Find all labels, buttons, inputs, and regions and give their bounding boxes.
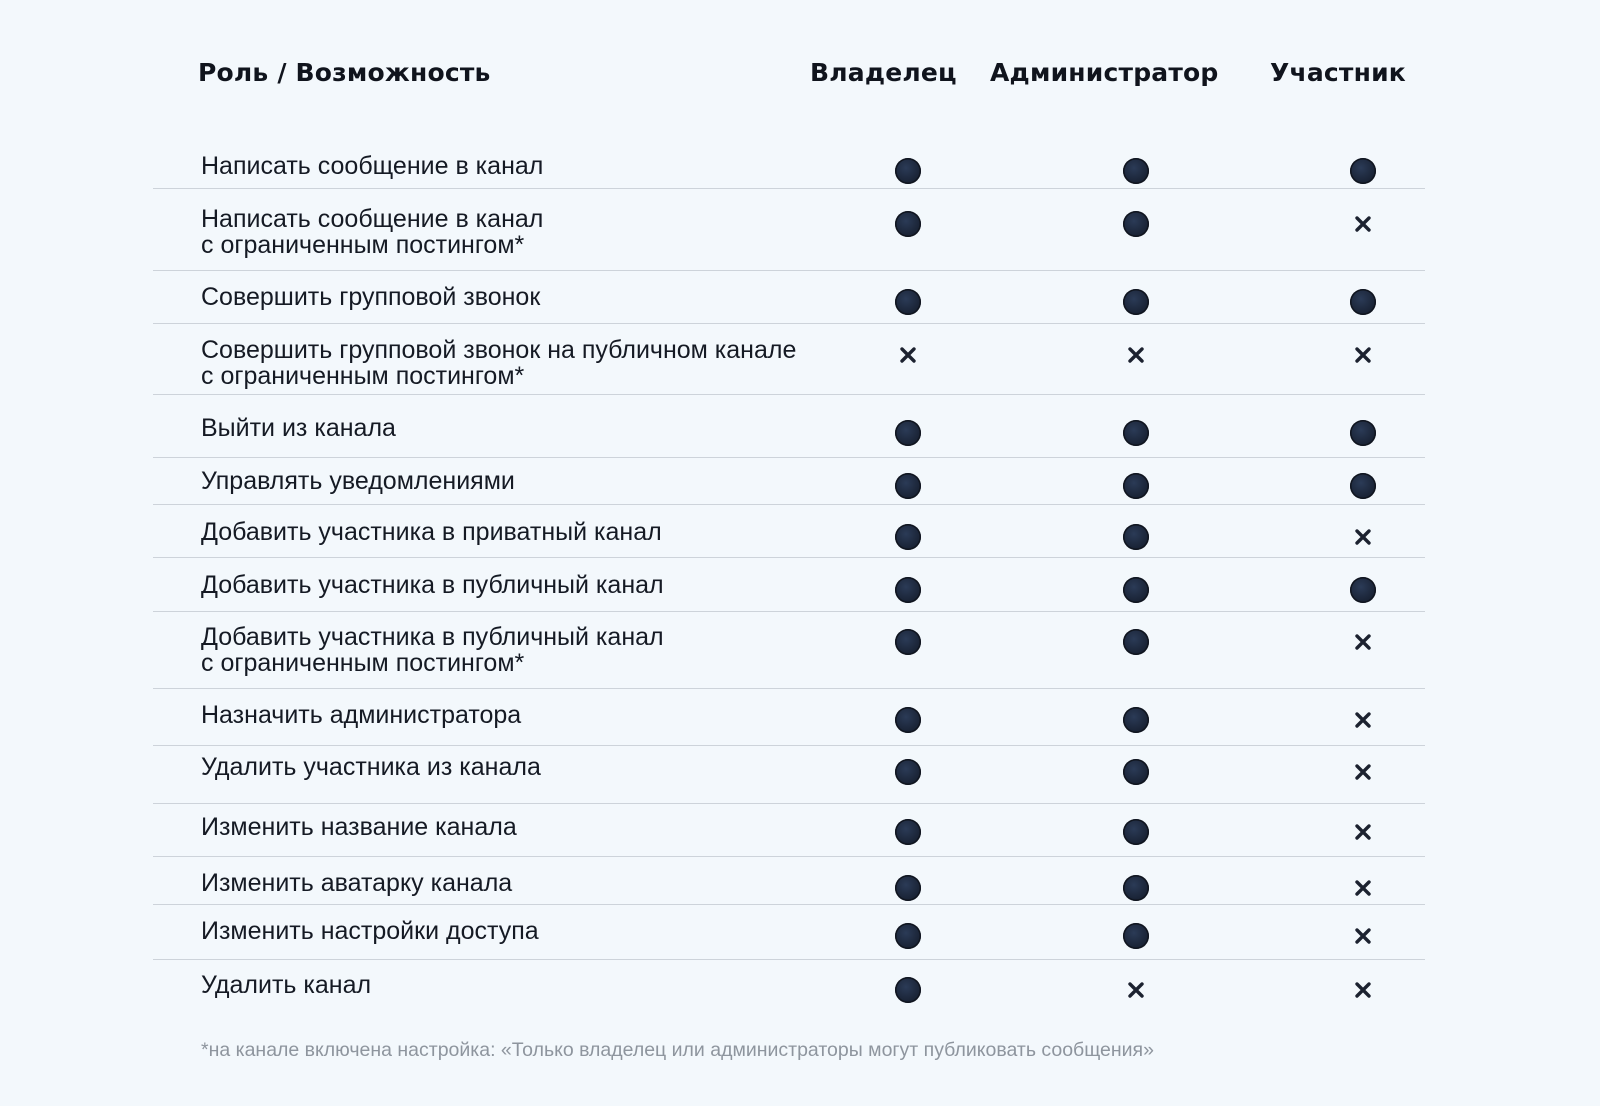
row-divider	[153, 188, 1425, 189]
capability-label	[201, 814, 517, 840]
member-denied-cross-icon	[1349, 523, 1377, 551]
capability-label-line: Добавить участника в публичный канал	[201, 571, 664, 599]
header-owner: Владелец	[810, 58, 957, 87]
admin-denied-cross-icon	[1122, 976, 1150, 1004]
member-denied-cross-icon	[1349, 758, 1377, 786]
row-divider	[153, 394, 1425, 395]
admin-allowed-dot-icon	[1122, 874, 1150, 902]
capability-label-line: Выйти из канала	[201, 414, 396, 442]
filled-dot-icon	[895, 420, 921, 446]
capability-label-line: с ограниченным постингом*	[201, 231, 525, 259]
filled-dot-icon	[895, 629, 921, 655]
table-row	[153, 331, 1425, 395]
owner-allowed-dot-icon	[894, 976, 922, 1004]
row-divider	[153, 904, 1425, 905]
admin-denied-cross-icon	[1122, 341, 1150, 369]
capability-label-line: с ограниченным постингом*	[201, 649, 525, 677]
filled-dot-icon	[895, 875, 921, 901]
table-row	[153, 513, 1425, 558]
capability-label	[201, 519, 662, 545]
member-denied-cross-icon	[1349, 210, 1377, 238]
table-row	[153, 696, 1425, 746]
cross-icon	[1353, 878, 1373, 898]
owner-allowed-dot-icon	[894, 758, 922, 786]
admin-allowed-dot-icon	[1122, 706, 1150, 734]
filled-dot-icon	[895, 759, 921, 785]
table-row	[153, 147, 1425, 189]
cross-icon	[1353, 214, 1373, 234]
capability-label-line: Управлять уведомлениями	[201, 467, 515, 495]
owner-allowed-dot-icon	[894, 818, 922, 846]
row-divider	[153, 803, 1425, 804]
capability-label	[201, 284, 540, 310]
capability-label	[201, 624, 664, 676]
capability-label-line: Добавить участника в публичный канал	[201, 623, 664, 651]
table-row	[153, 462, 1425, 505]
filled-dot-icon	[1123, 819, 1149, 845]
member-allowed-dot-icon	[1349, 288, 1377, 316]
capability-label-line: Написать сообщение в канал	[201, 205, 544, 233]
admin-allowed-dot-icon	[1122, 576, 1150, 604]
table-header	[0, 0, 1600, 120]
filled-dot-icon	[895, 289, 921, 315]
filled-dot-icon	[895, 707, 921, 733]
admin-allowed-dot-icon	[1122, 523, 1150, 551]
filled-dot-icon	[1123, 158, 1149, 184]
filled-dot-icon	[1123, 629, 1149, 655]
member-allowed-dot-icon	[1349, 576, 1377, 604]
header-member: Участник	[1270, 58, 1406, 87]
filled-dot-icon	[1123, 211, 1149, 237]
cross-icon	[1126, 345, 1146, 365]
filled-dot-icon	[1123, 577, 1149, 603]
owner-allowed-dot-icon	[894, 922, 922, 950]
owner-allowed-dot-icon	[894, 157, 922, 185]
filled-dot-icon	[1350, 420, 1376, 446]
admin-allowed-dot-icon	[1122, 472, 1150, 500]
filled-dot-icon	[895, 211, 921, 237]
row-divider	[153, 457, 1425, 458]
cross-icon	[1353, 710, 1373, 730]
owner-allowed-dot-icon	[894, 576, 922, 604]
admin-allowed-dot-icon	[1122, 628, 1150, 656]
table-row	[153, 966, 1425, 1020]
owner-denied-cross-icon	[894, 341, 922, 369]
filled-dot-icon	[1350, 473, 1376, 499]
capability-label	[201, 702, 521, 728]
capability-label	[201, 870, 512, 896]
filled-dot-icon	[1123, 289, 1149, 315]
admin-allowed-dot-icon	[1122, 157, 1150, 185]
cross-icon	[1353, 345, 1373, 365]
filled-dot-icon	[1123, 524, 1149, 550]
filled-dot-icon	[1123, 707, 1149, 733]
row-divider	[153, 504, 1425, 505]
cross-icon	[898, 345, 918, 365]
filled-dot-icon	[895, 158, 921, 184]
member-denied-cross-icon	[1349, 976, 1377, 1004]
filled-dot-icon	[1350, 158, 1376, 184]
row-divider	[153, 959, 1425, 960]
capability-label-line: Совершить групповой звонок	[201, 283, 541, 311]
member-allowed-dot-icon	[1349, 472, 1377, 500]
member-denied-cross-icon	[1349, 706, 1377, 734]
capability-label	[201, 468, 515, 494]
capability-label-line: Добавить участника в приватный канал	[201, 518, 662, 546]
capability-label-line: Написать сообщение в канал	[201, 152, 544, 180]
filled-dot-icon	[1123, 473, 1149, 499]
member-denied-cross-icon	[1349, 341, 1377, 369]
row-divider	[153, 270, 1425, 271]
capability-label	[201, 415, 396, 441]
table-row	[153, 566, 1425, 612]
owner-allowed-dot-icon	[894, 210, 922, 238]
capability-label-line: Изменить название канала	[201, 813, 517, 841]
owner-allowed-dot-icon	[894, 288, 922, 316]
admin-allowed-dot-icon	[1122, 419, 1150, 447]
filled-dot-icon	[1123, 923, 1149, 949]
cross-icon	[1353, 980, 1373, 1000]
cross-icon	[1353, 926, 1373, 946]
member-denied-cross-icon	[1349, 628, 1377, 656]
capability-label	[201, 918, 539, 944]
cross-icon	[1126, 980, 1146, 1000]
admin-allowed-dot-icon	[1122, 818, 1150, 846]
header-admin: Администратор	[990, 58, 1219, 87]
admin-allowed-dot-icon	[1122, 288, 1150, 316]
row-divider	[153, 611, 1425, 612]
filled-dot-icon	[1350, 577, 1376, 603]
owner-allowed-dot-icon	[894, 523, 922, 551]
capability-label-line: Изменить настройки доступа	[201, 917, 539, 945]
admin-allowed-dot-icon	[1122, 758, 1150, 786]
owner-allowed-dot-icon	[894, 628, 922, 656]
admin-allowed-dot-icon	[1122, 210, 1150, 238]
capability-label	[201, 206, 543, 258]
capability-label-line: Назначить администратора	[201, 701, 522, 729]
cross-icon	[1353, 762, 1373, 782]
row-divider	[153, 323, 1425, 324]
filled-dot-icon	[1123, 759, 1149, 785]
capability-label-line: Удалить канал	[201, 971, 372, 999]
filled-dot-icon	[895, 473, 921, 499]
filled-dot-icon	[895, 524, 921, 550]
row-divider	[153, 688, 1425, 689]
capability-label-line: с ограниченным постингом*	[201, 362, 525, 390]
capability-label	[201, 153, 543, 179]
owner-allowed-dot-icon	[894, 706, 922, 734]
owner-allowed-dot-icon	[894, 472, 922, 500]
table-row	[153, 808, 1425, 857]
filled-dot-icon	[1123, 420, 1149, 446]
capability-label	[201, 972, 371, 998]
cross-icon	[1353, 632, 1373, 652]
filled-dot-icon	[895, 577, 921, 603]
admin-allowed-dot-icon	[1122, 922, 1150, 950]
row-divider	[153, 745, 1425, 746]
member-denied-cross-icon	[1349, 922, 1377, 950]
capability-label-line: Удалить участника из канала	[201, 753, 541, 781]
footnote: *на канале включена настройка: «Только владелец или администраторы могут публиковать сообщения»	[201, 1039, 1154, 1061]
table-row	[153, 200, 1425, 271]
filled-dot-icon	[1123, 875, 1149, 901]
capability-label	[201, 572, 664, 598]
row-divider	[153, 557, 1425, 558]
capability-label	[201, 754, 541, 780]
cross-icon	[1353, 527, 1373, 547]
row-divider	[153, 856, 1425, 857]
table-row	[153, 864, 1425, 905]
capability-label-line: Совершить групповой звонок на публичном канале	[201, 336, 797, 364]
member-allowed-dot-icon	[1349, 419, 1377, 447]
table-row	[153, 409, 1425, 458]
filled-dot-icon	[895, 977, 921, 1003]
capability-label	[201, 337, 796, 389]
owner-allowed-dot-icon	[894, 874, 922, 902]
table-row	[153, 278, 1425, 324]
member-denied-cross-icon	[1349, 874, 1377, 902]
owner-allowed-dot-icon	[894, 419, 922, 447]
filled-dot-icon	[895, 819, 921, 845]
member-allowed-dot-icon	[1349, 157, 1377, 185]
member-denied-cross-icon	[1349, 818, 1377, 846]
filled-dot-icon	[1350, 289, 1376, 315]
cross-icon	[1353, 822, 1373, 842]
filled-dot-icon	[895, 923, 921, 949]
capability-label-line: Изменить аватарку канала	[201, 869, 513, 897]
header-role: Роль / Возможность	[198, 58, 491, 87]
table-row	[153, 912, 1425, 960]
table-row	[153, 618, 1425, 689]
table-row	[153, 748, 1425, 804]
